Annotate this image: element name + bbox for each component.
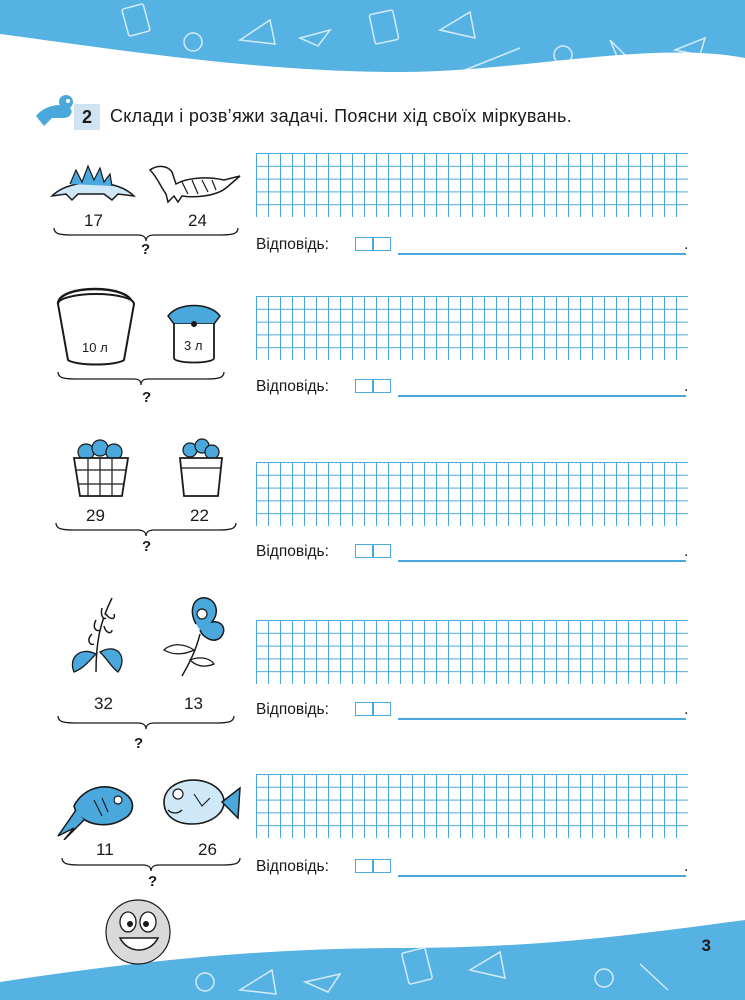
answer-label: Відповідь: <box>256 701 329 718</box>
answer-label: Відповідь: <box>256 378 329 395</box>
top-decor-band <box>0 0 745 80</box>
brace <box>56 370 226 386</box>
answer-grid[interactable] <box>256 620 688 684</box>
brace <box>56 714 236 730</box>
dinosaur-icon <box>146 156 242 204</box>
right-value: 24 <box>188 211 207 230</box>
answer-line[interactable] <box>398 395 686 397</box>
answer-grid[interactable] <box>256 774 688 838</box>
answer-box[interactable] <box>355 237 391 251</box>
answer-box[interactable] <box>355 379 391 393</box>
question-mark: ? <box>134 735 144 752</box>
basket-of-apples-icon <box>70 436 132 500</box>
answer-line[interactable] <box>398 560 686 562</box>
smiley-face-icon <box>100 896 176 966</box>
jar-label: 3 л <box>184 338 203 353</box>
left-value: 32 <box>94 694 113 713</box>
left-value: 11 <box>96 840 114 859</box>
brace <box>52 226 240 242</box>
task-number: 2 <box>74 104 100 130</box>
answer-grid[interactable] <box>256 462 688 526</box>
page-number: 3 <box>701 936 711 955</box>
answer-line[interactable] <box>398 875 686 877</box>
left-value: 17 <box>84 211 103 230</box>
bucket-icon <box>52 280 140 368</box>
question-mark: ? <box>141 241 151 258</box>
question-mark: ? <box>142 538 152 555</box>
jar-icon <box>164 302 224 366</box>
pail-of-apples-icon <box>176 434 226 500</box>
answer-box[interactable] <box>355 859 391 873</box>
answer-line[interactable] <box>398 718 686 720</box>
lily-of-the-valley-icon <box>66 592 130 674</box>
fish-icon <box>54 776 138 840</box>
task-instruction: Склади і розв’яжи задачі. Поясни хід своїх міркувань. <box>110 106 573 126</box>
answer-grid[interactable] <box>256 153 688 217</box>
answer-grid[interactable] <box>256 296 688 360</box>
answer-label: Відповідь: <box>256 236 329 253</box>
right-value: 13 <box>184 694 203 713</box>
left-value: 29 <box>86 506 105 525</box>
puffer-fish-icon <box>158 774 242 830</box>
question-mark: ? <box>148 873 158 890</box>
answer-label: Відповідь: <box>256 858 329 875</box>
brace <box>54 521 238 537</box>
right-value: 22 <box>190 506 209 525</box>
question-mark: ? <box>142 389 152 406</box>
mascot-icon <box>30 88 78 130</box>
answer-box[interactable] <box>355 544 391 558</box>
stegosaurus-icon <box>48 160 138 204</box>
brace <box>60 856 242 872</box>
answer-box[interactable] <box>355 702 391 716</box>
answer-line[interactable] <box>398 253 686 255</box>
right-value: 26 <box>198 840 217 859</box>
flower-icon <box>160 594 230 678</box>
answer-label: Відповідь: <box>256 543 329 560</box>
bucket-label: 10 л <box>82 340 108 355</box>
